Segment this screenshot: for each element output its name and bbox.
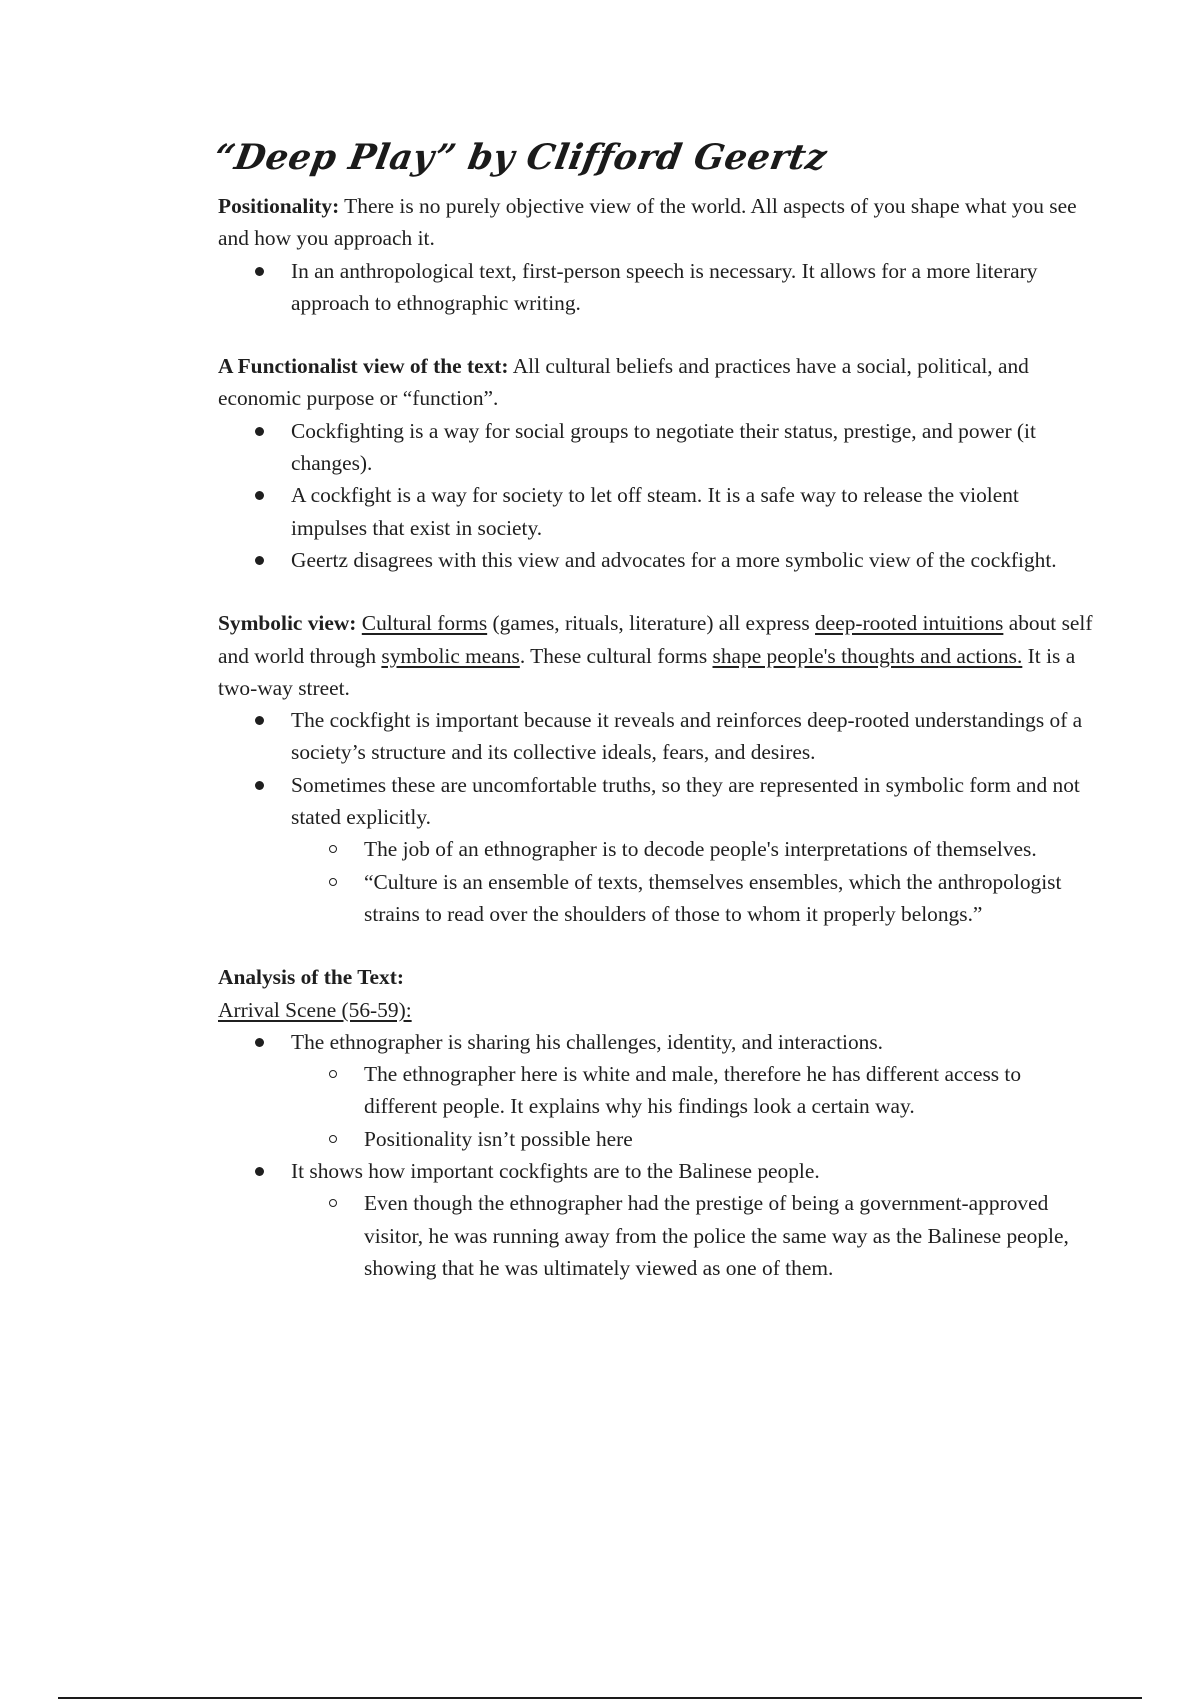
positionality-section xyxy=(218,190,1098,319)
bullet-icon xyxy=(255,1167,264,1176)
hollow-bullet-icon xyxy=(329,845,337,853)
hollow-bullet-icon xyxy=(329,1135,337,1143)
bullet-icon xyxy=(255,1038,264,1047)
list-item: Sometimes these are uncomfortable truths, so they are represented in symbolic form and not stated explicitly. The job of an ethnographer is to decode people's interpretations of themselves. “Culture is an ensemble of texts, themselves ensembles, which the anthropologist strains to read over the shoulders of those to whom it properly belongs.” xyxy=(218,769,1098,930)
symbolic-list xyxy=(218,704,1098,930)
underlined-term: Cultural forms xyxy=(361,611,488,636)
underlined-term: shape people's thoughts and actions. xyxy=(712,643,1023,668)
functionalist-text: All cultural beliefs and practices have a social, political, and economic purpose or “function”. xyxy=(218,354,1029,411)
analysis-section xyxy=(218,961,1098,1284)
bullet-icon xyxy=(255,427,264,436)
hollow-bullet-icon xyxy=(329,1070,337,1078)
list-item: The ethnographer is sharing his challenges, identity, and interactions. The ethnographer here is white and male, therefore he has different access to different people. It explains why his findings look a certain way. Positionality isn’t possible here xyxy=(218,1026,1098,1155)
functionalist-paragraph xyxy=(218,350,1098,415)
bullet-icon xyxy=(255,556,264,565)
analysis-sublist xyxy=(291,1187,1098,1284)
bullet-icon xyxy=(255,781,264,790)
list-item: A cockfight is a way for society to let off steam. It is a safe way to release the violent impulses that exist in society. xyxy=(218,479,1098,544)
list-item: The ethnographer here is white and male, therefore he has different access to different people. It explains why his findings look a certain way. xyxy=(291,1058,1098,1123)
list-item: The job of an ethnographer is to decode people's interpretations of themselves. xyxy=(291,833,1098,865)
document-page xyxy=(210,137,1098,1284)
list-item: In an anthropological text, first-person speech is necessary. It allows for a more literary approach to ethnographic writing. xyxy=(218,255,1098,320)
underlined-term: symbolic means xyxy=(381,643,520,668)
functionalist-list xyxy=(218,415,1098,576)
list-item: It shows how important cockfights are to the Balinese people. Even though the ethnographer had the prestige of being a government-approved visitor, he was running away from the police the same way as the Balinese people, showing that he was ultimately viewed as one of them. xyxy=(218,1155,1098,1284)
bullet-icon xyxy=(255,267,264,276)
positionality-label: Positionality: xyxy=(218,194,340,218)
symbolic-section xyxy=(218,607,1098,930)
functionalist-label: A Functionalist view of the text: xyxy=(218,354,509,379)
underlined-term: deep-rooted intuitions xyxy=(815,611,1004,636)
analysis-sublist xyxy=(291,1058,1098,1155)
list-item: Positionality isn’t possible here xyxy=(291,1123,1098,1155)
list-item: Cockfighting is a way for social groups to negotiate their status, prestige, and power (it changes). xyxy=(218,415,1098,480)
list-item: Even though the ethnographer had the prestige of being a government-approved visitor, he was running away from the police the same way as the Balinese people, showing that he was ultimately viewed as one of them. xyxy=(291,1187,1098,1284)
positionality-text: There is no purely objective view of the world. All aspects of you shape what you see and how you approach it. xyxy=(218,194,1077,251)
positionality-paragraph xyxy=(218,190,1098,255)
analysis-list xyxy=(218,1026,1098,1284)
bullet-icon xyxy=(255,716,264,725)
bullet-icon xyxy=(255,491,264,500)
hollow-bullet-icon xyxy=(329,878,337,886)
positionality-list xyxy=(218,255,1098,320)
list-item: The cockfight is important because it reveals and reinforces deep-rooted understandings of a society’s structure and its collective ideals, fears, and desires. xyxy=(218,704,1098,769)
symbolic-paragraph: Symbolic view: Cultural forms (games, rituals, literature) all express deep-rooted intuitions about self and world through symbolic means. These cultural forms shape people's thoughts and actions. It is a two-way street. xyxy=(218,611,1093,700)
symbolic-sublist xyxy=(291,833,1098,930)
functionalist-section xyxy=(218,350,1098,576)
hollow-bullet-icon xyxy=(329,1199,337,1207)
page-bottom-rule xyxy=(58,1697,1142,1699)
document-title: “Deep Play” by Clifford Geertz xyxy=(210,137,830,178)
arrival-scene-subheading: Arrival Scene (56-59): xyxy=(218,997,412,1022)
list-item: Geertz disagrees with this view and advocates for a more symbolic view of the cockfight. xyxy=(218,544,1098,576)
symbolic-label: Symbolic view: xyxy=(218,611,357,636)
list-item: “Culture is an ensemble of texts, themselves ensembles, which the anthropologist strains to read over the shoulders of those to whom it properly belongs.” xyxy=(291,866,1098,931)
analysis-heading: Analysis of the Text: xyxy=(218,965,404,990)
